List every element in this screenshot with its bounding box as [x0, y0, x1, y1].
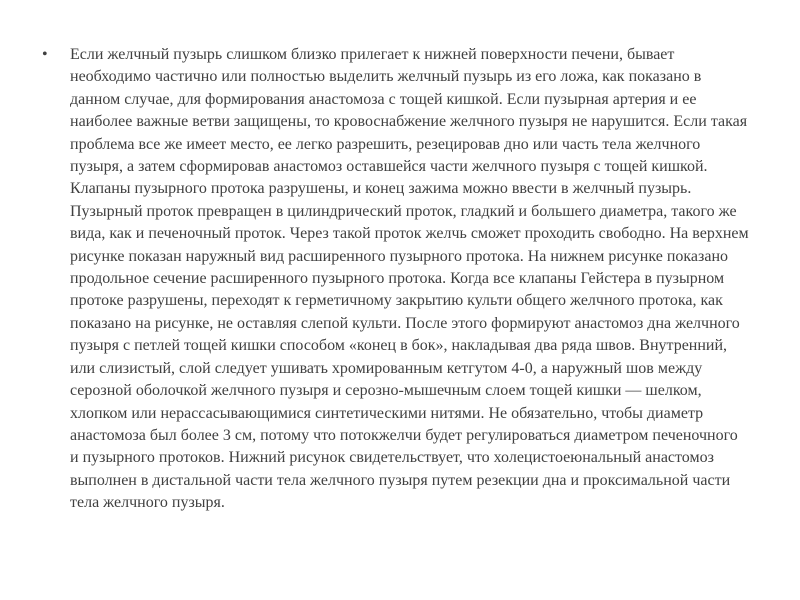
- bullet-item: [38, 44, 750, 515]
- bullet-list: [38, 44, 750, 515]
- bullet-marker: •: [42, 46, 48, 63]
- bullet-text: Если желчный пузырь слишком близко прилегает к нижней поверхности печени, бывает необходимо частично или полностью выделить желчный пузырь из его ложа, как показано в данном случае, для формирования анастомоза с тощей кишкой. Если пузырная артерия и ее наиболее важные ветви защищены, то кровоснабжение желчного пузыря не нарушится. Если такая проблема все же имеет место, ее легко разрешить, резецировав дно или часть тела желчного пузыря, а затем сформировав анастомоз оставшейся части желчного пузыря с тощей кишкой. Клапаны пузырного протока разрушены, и конец зажима можно ввести в желчный пузырь. Пузырный проток превращен в цилиндрический проток, гладкий и большего диаметра, такого же вида, как и печеночный проток. Через такой проток желчь сможет проходить свободно. На верхнем рисунке показан наружный вид расширенного пузырного протока. На нижнем рисунке показано продольное сечение расширенного пузырного протока. Когда все клапаны Гейстера в пузырном протоке разрушены, переходят к герметичному закрытию культи общего желчного протока, как показано на рисунке, не оставляя слепой культи. После этого формируют анастомоз дна желчного пузыря с петлей тощей кишки способом «конец в бок», накладывая два ряда швов. Внутренний, или слизистый, слой следует ушивать хромированным кетгутом 4-0, а наружный шов между серозной оболочкой желчного пузыря и серозно-мышечным слоем тощей кишки — шелком, хлопком или нерассасывающимися синтетическими нитями. Не обязательно, чтобы диаметр анастомоза был более 3 см, потому что потокжелчи будет регулироваться диаметром печеночного и пузырного протоков. Нижний рисунок свидетельствует, что холецистоеюнальный анастомоз выполнен в дистальной части тела желчного пузыря путем резекции дна и проксимальной части тела желчного пузыря.: [70, 46, 749, 512]
